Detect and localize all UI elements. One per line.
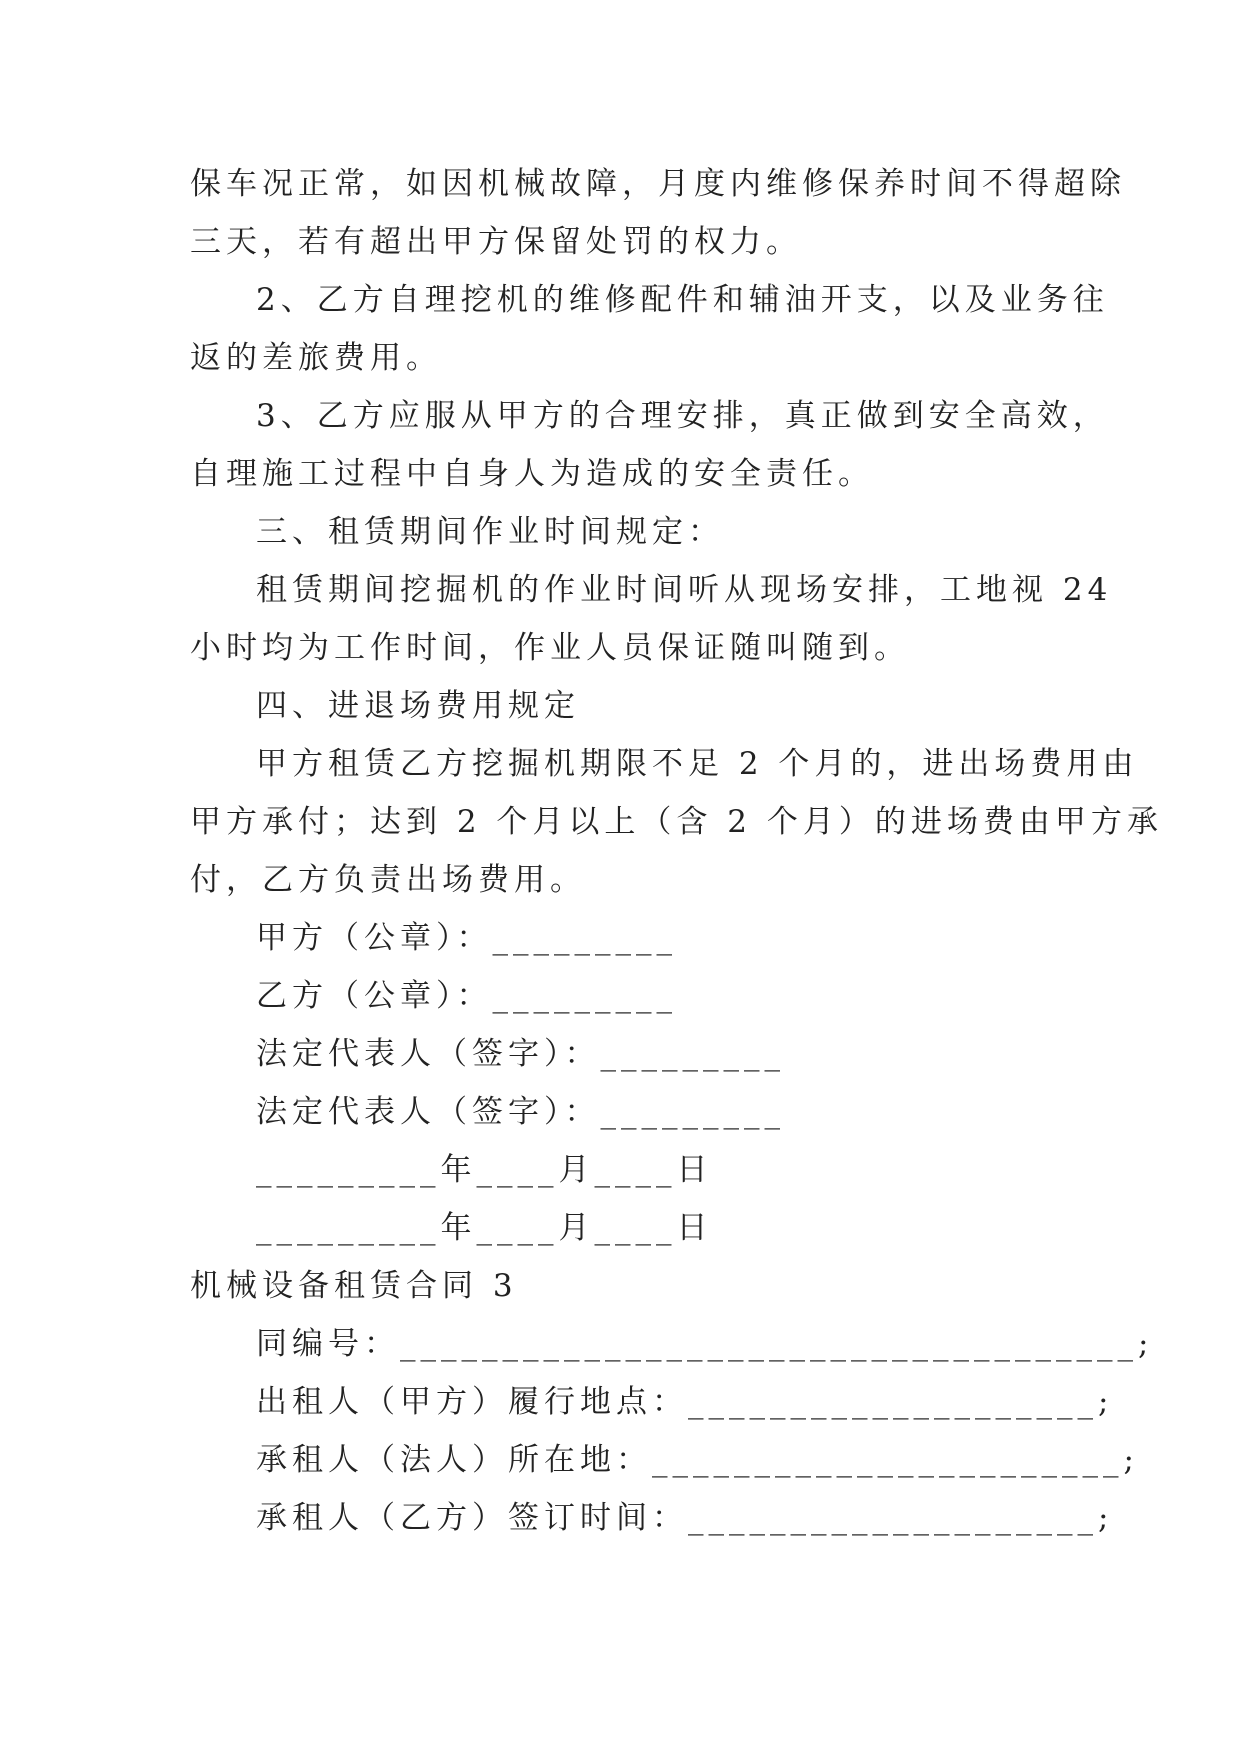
paragraph-line: 三天，若有超出甲方保留处罚的权力。 xyxy=(190,224,802,260)
paragraph-line: 甲方承付；达到 2 个月以上（含 2 个月）的进场费由甲方承 xyxy=(190,804,1163,840)
paragraph-line: 保车况正常，如因机械故障，月度内维修保养时间不得超除 xyxy=(190,166,1126,202)
signature-field-legal-rep: 法定代表人（签字）：_________ xyxy=(256,1036,785,1072)
paragraph-line: 3、乙方应服从甲方的合理安排，真正做到安全高效， xyxy=(256,398,1109,434)
paragraph-line: 自理施工过程中自身人为造成的安全责任。 xyxy=(190,456,874,492)
paragraph-line: 甲方租赁乙方挖掘机期限不足 2 个月的，进出场费用由 xyxy=(256,746,1139,782)
signature-field-legal-rep: 法定代表人（签字）：_________ xyxy=(256,1094,785,1130)
date-field: _________年____月____日 xyxy=(256,1210,713,1246)
document-body xyxy=(190,155,1163,1547)
section-heading: 四、进退场费用规定 xyxy=(256,688,580,724)
lessee-sign-time-field: 承租人（乙方）签订时间：____________________; xyxy=(256,1500,1114,1536)
signature-field-party-b: 乙方（公章）：_________ xyxy=(256,978,677,1014)
section-heading: 三、租赁期间作业时间规定： xyxy=(256,514,724,550)
date-field: _________年____月____日 xyxy=(256,1152,713,1188)
paragraph-line: 2、乙方自理挖机的维修配件和辅油开支，以及业务往 xyxy=(256,282,1109,318)
paragraph-line: 返的差旅费用。 xyxy=(190,340,442,376)
paragraph-line: 付，乙方负责出场费用。 xyxy=(190,862,586,898)
contract-number-field: 同编号：____________________________________; xyxy=(256,1326,1154,1362)
paragraph-line: 租赁期间挖掘机的作业时间听从现场安排，工地视 24 xyxy=(256,572,1113,608)
paragraph-line: 小时均为工作时间，作业人员保证随叫随到。 xyxy=(190,630,910,666)
lessee-location-field: 承租人（法人）所在地：_______________________; xyxy=(256,1442,1139,1478)
signature-field-party-a: 甲方（公章）：_________ xyxy=(256,920,677,956)
lessor-field: 出租人（甲方）履行地点：____________________; xyxy=(256,1384,1114,1420)
contract-title: 机械设备租赁合同 3 xyxy=(190,1268,518,1304)
